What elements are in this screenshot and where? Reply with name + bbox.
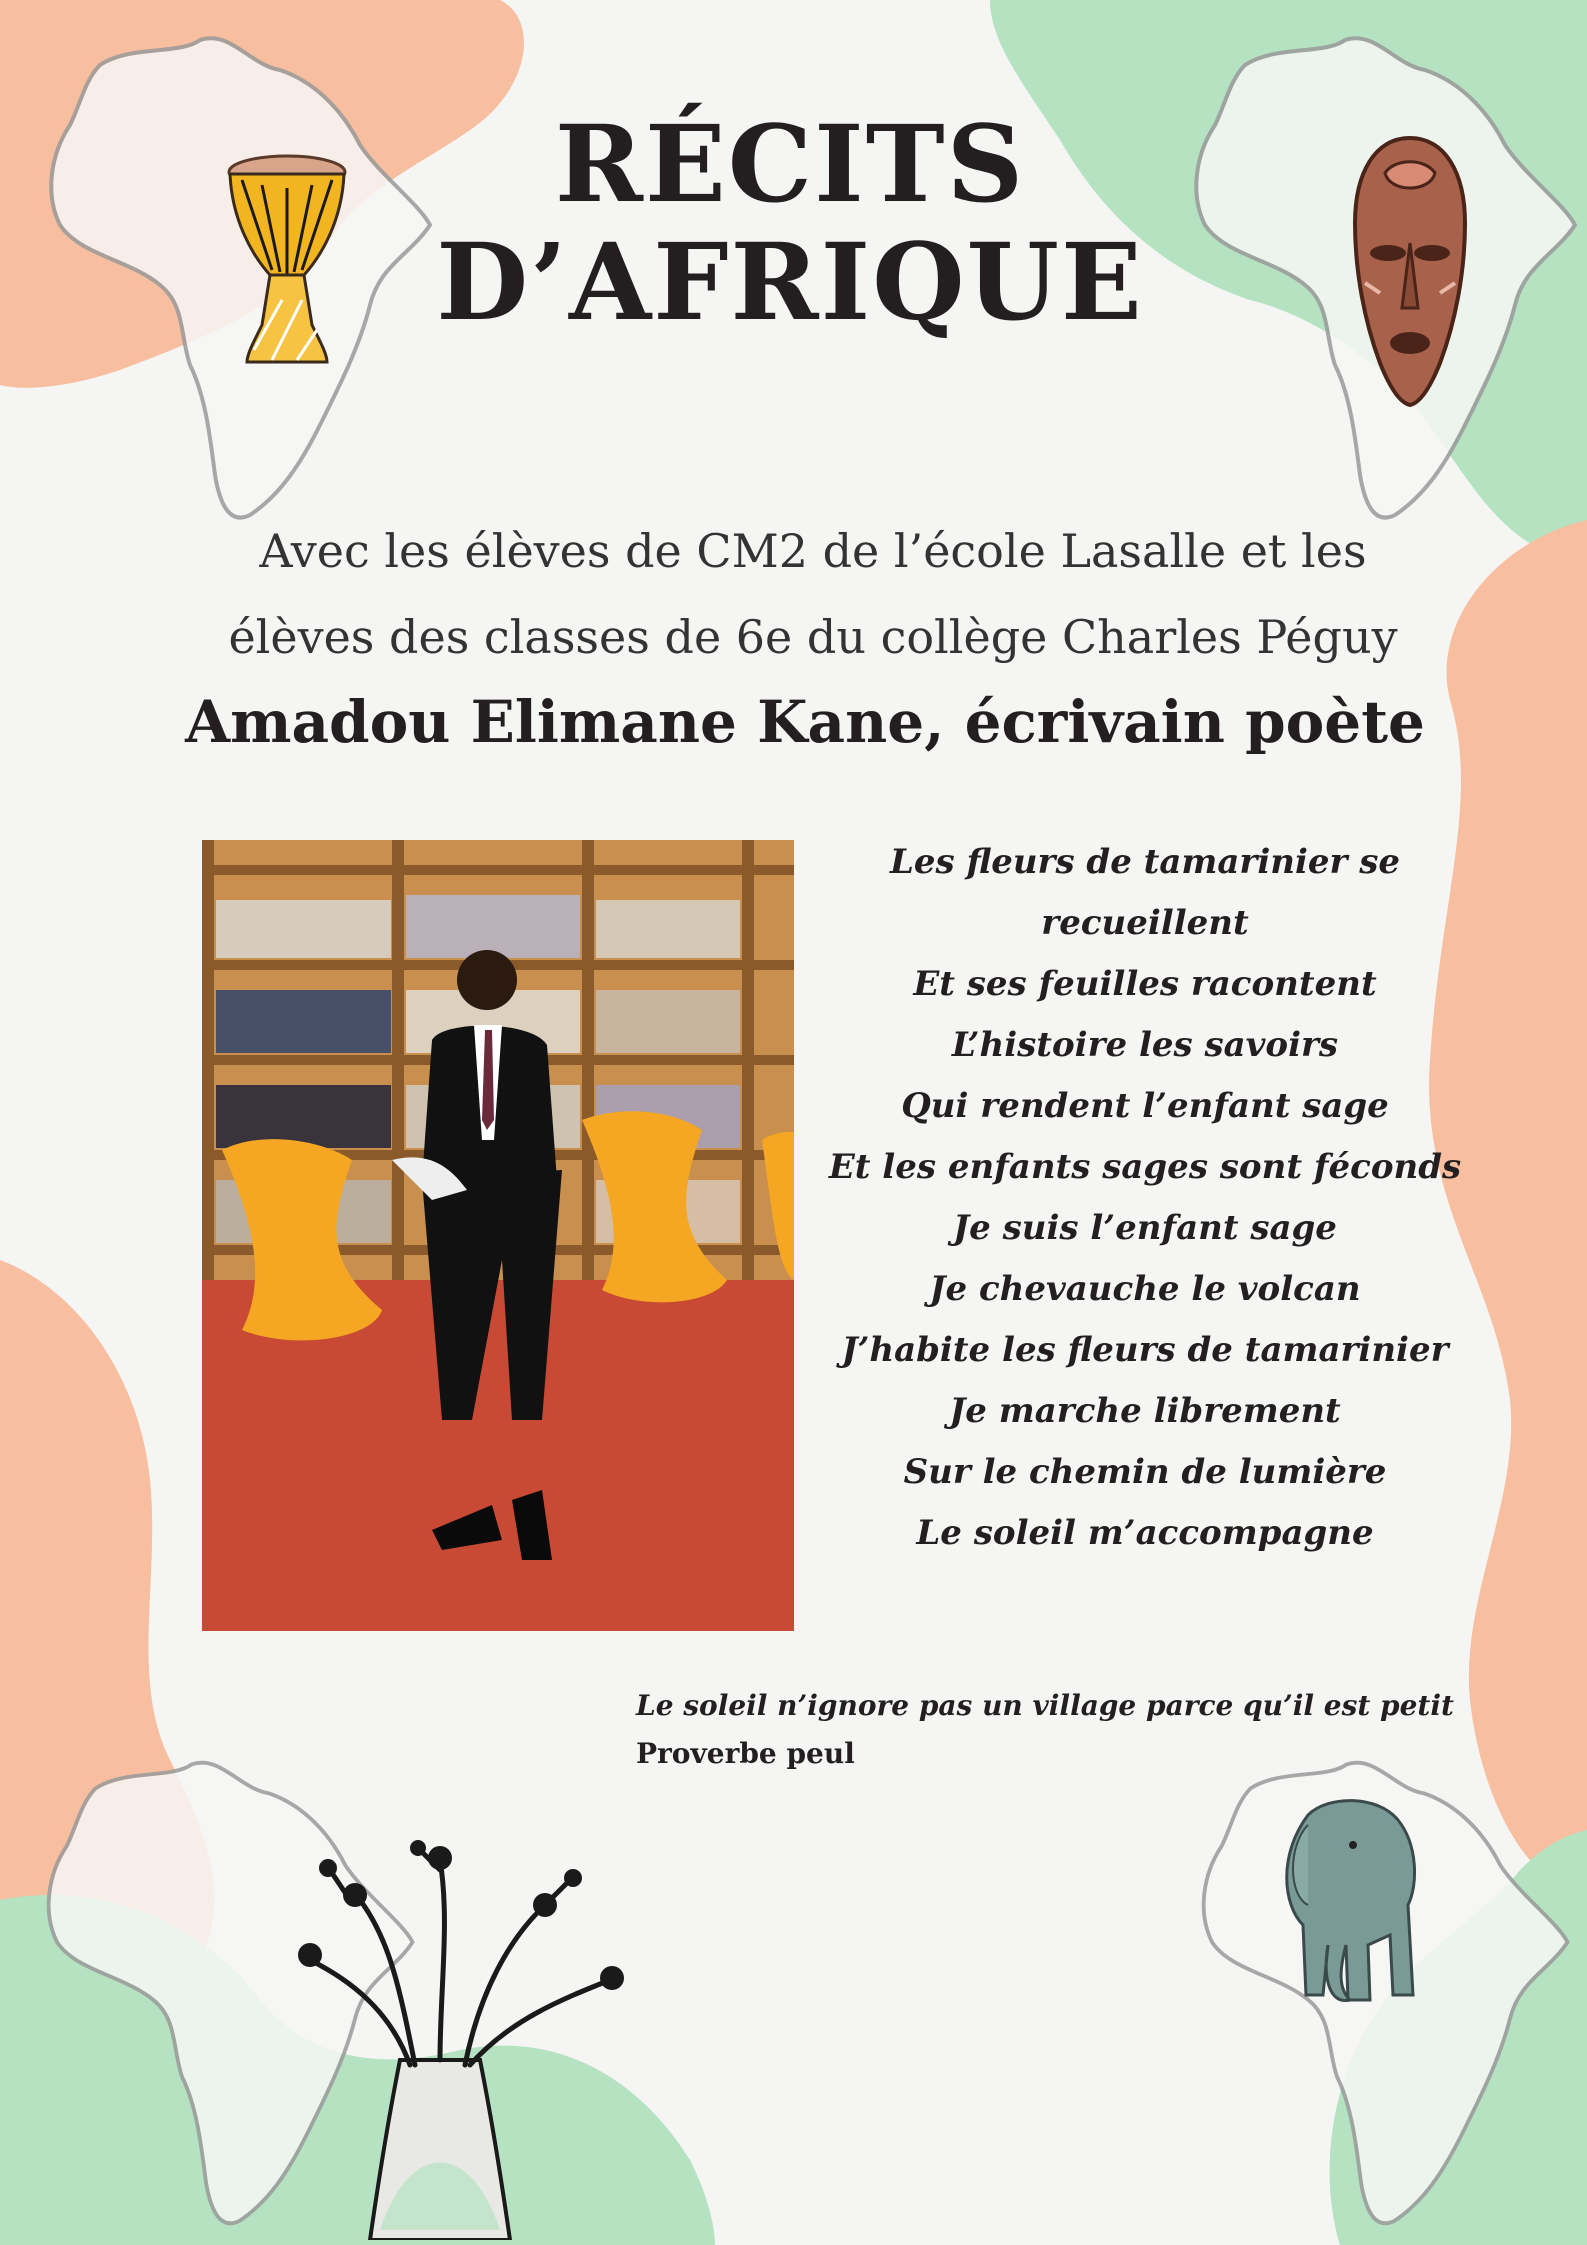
elephant-icon — [1268, 1795, 1428, 2010]
poem-line: J’habite les fleurs de tamarinier — [841, 1330, 1449, 1370]
title-line-1: RÉCITS — [554, 101, 1026, 226]
poem-line: Les fleurs de tamarinier se — [889, 842, 1401, 882]
poem — [825, 832, 1465, 1564]
poem-line: recueillent — [1041, 903, 1249, 943]
intro-line-1: Avec les élèves de CM2 de l’école Lasalle et les — [259, 524, 1367, 578]
author-photo — [202, 840, 794, 1631]
page-title — [380, 101, 1200, 344]
intro-text — [120, 508, 1506, 680]
djembe-drum-icon — [222, 150, 352, 370]
poem-line: Sur le chemin de lumière — [903, 1452, 1387, 1492]
poem-line: Je chevauche le volcan — [929, 1269, 1361, 1309]
intro-line-2: élèves des classes de 6e du collège Charles Péguy — [228, 610, 1398, 664]
tribal-mask-icon — [1350, 133, 1470, 408]
baobab-tree-icon — [240, 1840, 640, 2240]
poem-line: Le soleil m’accompagne — [916, 1513, 1374, 1553]
proverb-quote: Le soleil n’ignore pas un village parce qu’il est petit — [636, 1689, 1454, 1722]
poem-line: L’histoire les savoirs — [951, 1025, 1339, 1065]
poem-line: Je marche librement — [949, 1391, 1341, 1431]
proverb — [636, 1682, 1536, 1778]
author-heading: Amadou Elimane Kane, écrivain poète — [185, 688, 1425, 756]
poem-line: Je suis l’enfant sage — [953, 1208, 1337, 1248]
poem-line: Qui rendent l’enfant sage — [901, 1086, 1389, 1126]
title-line-2: D’AFRIQUE — [436, 219, 1144, 344]
poem-line: Et ses feuilles racontent — [913, 964, 1377, 1004]
proverb-source: Proverbe peul — [636, 1737, 855, 1770]
poem-line: Et les enfants sages sont féconds — [828, 1147, 1462, 1187]
